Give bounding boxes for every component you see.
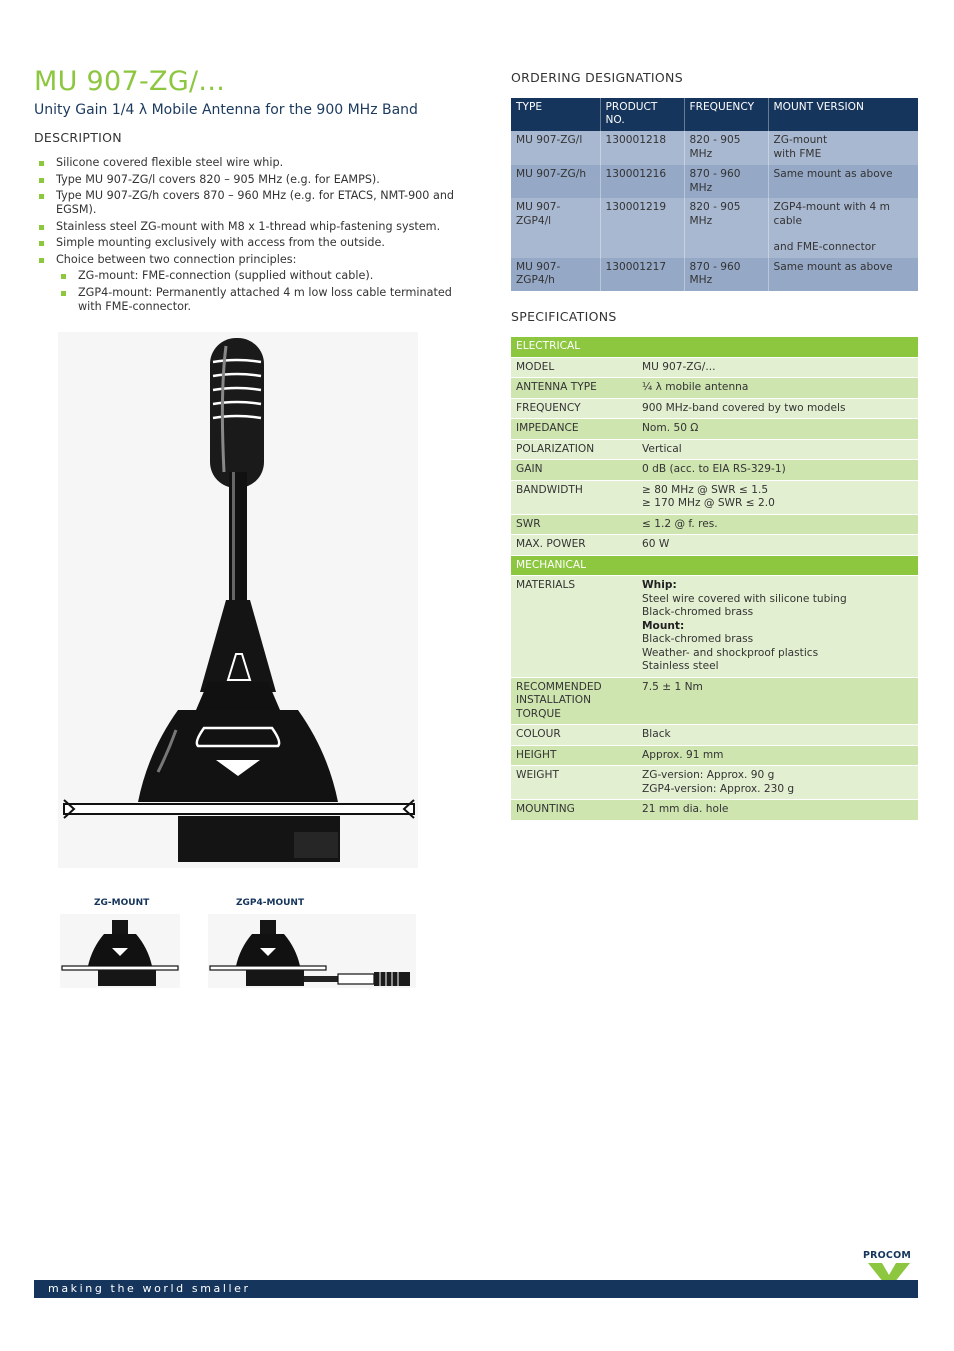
- frequency-cell: 870 - 960 MHz: [684, 258, 768, 291]
- column-header: TYPE: [511, 98, 600, 131]
- table-row: [511, 419, 918, 440]
- list-item: ZG-mount: FME-connection (supplied without cable).: [38, 269, 458, 283]
- spec-line: ZGP4-version: Approx. 230 g: [642, 782, 795, 795]
- table-row: [511, 677, 918, 725]
- spec-key: MODEL: [511, 357, 637, 378]
- zgp4-mount-label: ZGP4-MOUNT: [236, 898, 305, 908]
- frequency-cell: 820 - 905 MHz: [684, 131, 768, 165]
- table-row: [511, 378, 918, 399]
- product-no-cell: 130001216: [600, 165, 684, 198]
- list-item: Silicone covered flexible steel wire whip.: [38, 156, 458, 170]
- spec-key: IMPEDANCE: [511, 419, 637, 440]
- mount-cell: [768, 258, 918, 291]
- description-list: [38, 156, 458, 316]
- type-cell: MU 907-ZG/h: [511, 165, 600, 198]
- mount-cell: [768, 165, 918, 198]
- table-row: [511, 357, 918, 378]
- spec-value: 900 MHz-band covered by two models: [637, 398, 918, 419]
- spec-key: ANTENNA TYPE: [511, 378, 637, 399]
- spec-key: HEIGHT: [511, 745, 637, 766]
- list-item: Choice between two connection principles:: [38, 253, 458, 267]
- mount-cell: [768, 131, 918, 165]
- spec-value: 21 mm dia. hole: [637, 800, 918, 821]
- table-row: [511, 398, 918, 419]
- spec-value: ≤ 1.2 @ f. res.: [637, 514, 918, 535]
- list-item: Type MU 907-ZG/h covers 870 – 960 MHz (e.g. for ETACS, NMT-900 and EGSM).: [38, 189, 458, 217]
- mount-line: Same mount as above: [773, 168, 893, 180]
- table-header-row: [511, 98, 918, 131]
- spec-value: Vertical: [637, 439, 918, 460]
- spec-value: Black: [637, 725, 918, 746]
- specifications-heading: SPECIFICATIONS: [511, 309, 617, 324]
- spec-value: 0 dB (acc. to EIA RS-329-1): [637, 460, 918, 481]
- spec-key: MAX. POWER: [511, 535, 637, 556]
- spec-key: SWR: [511, 514, 637, 535]
- table-row: [511, 766, 918, 800]
- zg-mount-illustration: [60, 914, 180, 988]
- spec-key: RECOMMENDED INSTALLATION TORQUE: [511, 677, 637, 725]
- spec-value: MU 907-ZG/...: [637, 357, 918, 378]
- list-item: Type MU 907-ZG/l covers 820 – 905 MHz (e.g. for EAMPS).: [38, 173, 458, 187]
- page-subtitle: Unity Gain 1/4 λ Mobile Antenna for the 900 MHz Band: [34, 102, 418, 118]
- mount-cell: [768, 198, 918, 258]
- table-row: [511, 439, 918, 460]
- list-item: ZGP4-mount: Permanently attached 4 m low loss cable terminated with FME-connector.: [38, 286, 458, 314]
- spec-line: Black-chromed brass: [642, 606, 754, 618]
- section-header-row: [511, 337, 918, 357]
- table-row: [511, 460, 918, 481]
- mount-line: ZG-mount: [773, 134, 828, 146]
- column-header: FREQUENCY: [684, 98, 768, 131]
- whip-label: Whip:: [642, 579, 677, 591]
- spec-value: ¼ λ mobile antenna: [637, 378, 918, 399]
- frequency-cell: 870 - 960 MHz: [684, 165, 768, 198]
- spec-key: BANDWIDTH: [511, 480, 637, 514]
- spec-key: MOUNTING: [511, 800, 637, 821]
- spec-value: 7.5 ± 1 Nm: [637, 677, 918, 725]
- type-cell: MU 907-ZGP4/h: [511, 258, 600, 291]
- mount-label: Mount:: [642, 619, 685, 632]
- table-row: [511, 576, 918, 678]
- mechanical-header: MECHANICAL: [511, 555, 918, 576]
- page-title: MU 907-ZG/...: [34, 66, 226, 97]
- spec-line: Black-chromed brass: [642, 633, 754, 645]
- table-row: [511, 198, 918, 258]
- zg-mount-label: ZG-MOUNT: [94, 898, 150, 908]
- spec-value: [637, 766, 918, 800]
- spec-value: Nom. 50 Ω: [637, 419, 918, 440]
- footer-bar: [34, 1280, 918, 1298]
- spec-key: POLARIZATION: [511, 439, 637, 460]
- frequency-cell: 820 - 905 MHz: [684, 198, 768, 258]
- spec-line: Steel wire covered with silicone tubing: [642, 592, 847, 605]
- section-header-row: [511, 555, 918, 576]
- ordering-heading: ORDERING DESIGNATIONS: [511, 70, 683, 85]
- spec-line: ≥ 80 MHz @ SWR ≤ 1.5: [642, 483, 769, 496]
- list-item: Simple mounting exclusively with access from the outside.: [38, 236, 458, 250]
- table-row: [511, 131, 918, 165]
- spec-key: WEIGHT: [511, 766, 637, 800]
- spec-key: MATERIALS: [511, 576, 637, 678]
- table-row: [511, 480, 918, 514]
- antenna-illustration: [58, 332, 418, 868]
- product-no-cell: 130001218: [600, 131, 684, 165]
- table-row: [511, 800, 918, 821]
- spec-value: 60 W: [637, 535, 918, 556]
- list-item: Stainless steel ZG-mount with M8 x 1-thread whip-fastening system.: [38, 220, 458, 234]
- brand-name: PROCOM: [862, 1250, 912, 1261]
- spec-key: GAIN: [511, 460, 637, 481]
- spec-value: [637, 480, 918, 514]
- column-header: PRODUCT NO.: [600, 98, 684, 131]
- mount-line: and FME-connector: [773, 241, 876, 253]
- spec-line: ≥ 170 MHz @ SWR ≤ 2.0: [642, 497, 775, 509]
- slogan: making the world smaller: [48, 1282, 251, 1295]
- table-row: [511, 725, 918, 746]
- spec-line: ZG-version: Approx. 90 g: [642, 769, 775, 781]
- zgp4-mount-illustration: [208, 914, 416, 988]
- table-row: [511, 745, 918, 766]
- table-row: [511, 165, 918, 198]
- spec-value: [637, 576, 918, 678]
- specifications-table: [511, 337, 918, 821]
- spec-line: Stainless steel: [642, 660, 719, 672]
- table-row: [511, 258, 918, 291]
- table-row: [511, 514, 918, 535]
- spec-key: FREQUENCY: [511, 398, 637, 419]
- type-cell: MU 907-ZG/l: [511, 131, 600, 165]
- electrical-header: ELECTRICAL: [511, 337, 918, 357]
- product-no-cell: 130001217: [600, 258, 684, 291]
- table-row: [511, 535, 918, 556]
- product-no-cell: 130001219: [600, 198, 684, 258]
- mount-line: ZGP4-mount with 4 m cable: [773, 201, 890, 227]
- column-header: MOUNT VERSION: [768, 98, 918, 131]
- spec-value: Approx. 91 mm: [637, 745, 918, 766]
- spec-line: Weather- and shockproof plastics: [642, 646, 819, 659]
- description-heading: DESCRIPTION: [34, 130, 122, 145]
- ordering-table: [511, 98, 918, 291]
- mount-line: with FME: [773, 147, 822, 160]
- type-cell: MU 907-ZGP4/l: [511, 198, 600, 258]
- spec-key: COLOUR: [511, 725, 637, 746]
- mount-line: Same mount as above: [773, 260, 893, 273]
